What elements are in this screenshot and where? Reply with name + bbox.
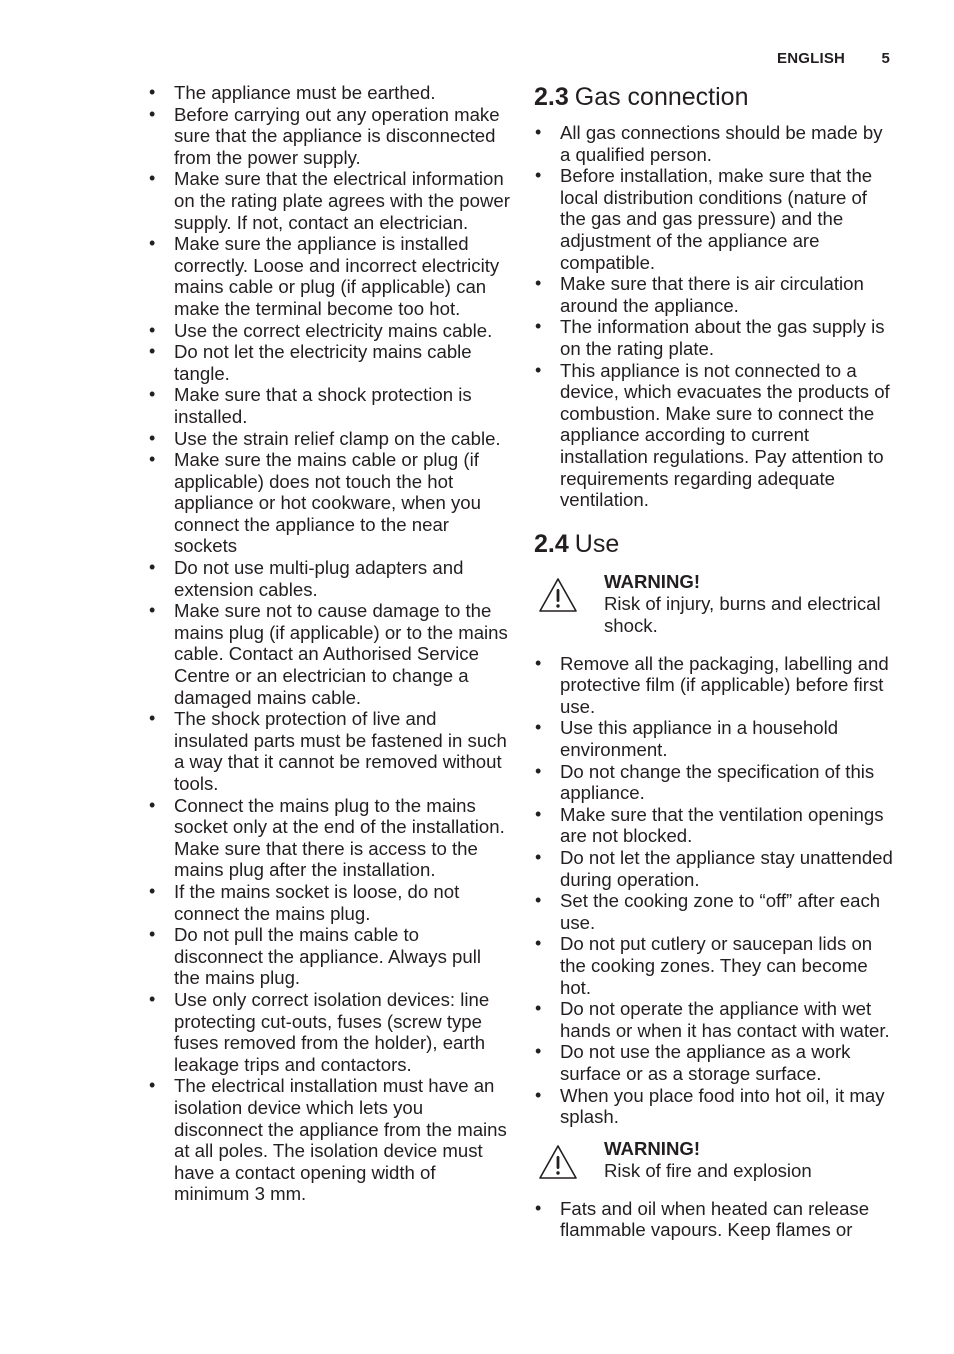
warning-box xyxy=(534,571,896,637)
list-item: • Before carrying out any operation make sure that the appliance is disconnected from the power supply. xyxy=(148,104,510,169)
list-item: • Use this appliance in a household environment. xyxy=(534,717,896,760)
list-item: • Do not change the specification of this appliance. xyxy=(534,761,896,804)
section-number: 2.4 xyxy=(534,529,569,558)
use-list xyxy=(534,653,896,1128)
warning-triangle-icon xyxy=(538,1144,578,1180)
list-item: • Set the cooking zone to “off” after each use. xyxy=(534,890,896,933)
list-item: • Make sure the appliance is installed correctly. Loose and incorrect electricity mains cable or plug (if applicable) can make the terminal become too hot. xyxy=(148,233,510,319)
list-item: • Make sure that the ventilation openings are not blocked. xyxy=(534,804,896,847)
list-item: • Do not use the appliance as a work surface or as a storage surface. xyxy=(534,1041,896,1084)
list-item: • Do not use multi-plug adapters and extension cables. xyxy=(148,557,510,600)
warning-text: Risk of fire and explosion xyxy=(604,1159,812,1181)
gas-connection-list xyxy=(534,122,896,511)
list-item: • Do not operate the appliance with wet hands or when it has contact with water. xyxy=(534,998,896,1041)
warning-box xyxy=(534,1138,896,1182)
left-column xyxy=(148,82,510,1205)
list-item: • Make sure that the electrical information on the rating plate agrees with the power supply. If not, contact an electrician. xyxy=(148,168,510,233)
list-item: • Remove all the packaging, labelling and protective film (if applicable) before first use. xyxy=(534,653,896,718)
safety-list-electrical xyxy=(148,82,510,1205)
list-item: • Do not put cutlery or saucepan lids on the cooking zones. They can become hot. xyxy=(534,933,896,998)
section-number: 2.3 xyxy=(534,83,569,111)
list-item: • Connect the mains plug to the mains socket only at the end of the installation. Make sure that there is access to the mains plug after the installation. xyxy=(148,795,510,881)
list-item: • Do not let the appliance stay unattended during operation. xyxy=(534,847,896,890)
warning-title: WARNING! xyxy=(604,570,701,592)
list-item: • When you place food into hot oil, it may splash. xyxy=(534,1085,896,1128)
right-column xyxy=(534,82,896,1241)
list-item: • The appliance must be earthed. xyxy=(148,82,510,104)
list-item: • The shock protection of live and insulated parts must be fastened in such a way that it cannot be removed without tools. xyxy=(148,708,510,794)
list-item: • Fats and oil when heated can release flammable vapours. Keep flames or xyxy=(534,1198,896,1241)
fire-safety-list xyxy=(534,1198,896,1241)
list-item: • Make sure that there is air circulation around the appliance. xyxy=(534,273,896,316)
page-number: 5 xyxy=(881,50,890,67)
list-item: • The electrical installation must have an isolation device which lets you disconnect the appliance from the mains at all poles. The isolation device must have a contact opening width of minimum 3 mm. xyxy=(148,1075,510,1205)
list-item: • This appliance is not connected to a device, which evacuates the products of combustion. Make sure to connect the appliance according to current installation regulations. Pay attention to requirements regarding adequate ventilation. xyxy=(534,360,896,511)
list-item: • Use only correct isolation devices: line protecting cut-outs, fuses (screw type fuses removed from the holder), earth leakage trips and contactors. xyxy=(148,989,510,1075)
list-item: • Use the strain relief clamp on the cable. xyxy=(148,428,510,450)
section-heading-use xyxy=(534,529,896,559)
list-item: • Do not let the electricity mains cable tangle. xyxy=(148,341,510,384)
list-item: • Before installation, make sure that the local distribution conditions (nature of the gas and gas pressure) and the adjustment of the appliance are compatible. xyxy=(534,165,896,273)
language-label: ENGLISH xyxy=(777,50,846,67)
list-item: • Do not pull the mains cable to disconnect the appliance. Always pull the mains plug. xyxy=(148,924,510,989)
warning-title: WARNING! xyxy=(604,1137,701,1159)
section-title: Use xyxy=(574,529,620,558)
list-item: • All gas connections should be made by a qualified person. xyxy=(534,122,896,165)
warning-triangle-icon xyxy=(538,577,578,613)
list-item: • Make sure the mains cable or plug (if applicable) does not touch the hot appliance or hot cookware, when you connect the appliance to the near sockets xyxy=(148,449,510,557)
list-item: • Make sure not to cause damage to the mains plug (if applicable) or to the mains cable. Contact an Authorised Service Centre or an electrician to change a damaged mains cable. xyxy=(148,600,510,708)
page-header xyxy=(777,50,890,67)
list-item: • Make sure that a shock protection is installed. xyxy=(148,384,510,427)
warning-text: Risk of injury, burns and electrical shock. xyxy=(604,592,881,636)
list-item: • If the mains socket is loose, do not connect the mains plug. xyxy=(148,881,510,924)
section-title: Gas connection xyxy=(574,83,749,111)
section-heading-gas xyxy=(534,82,896,112)
list-item: • The information about the gas supply is on the rating plate. xyxy=(534,316,896,359)
list-item: • Use the correct electricity mains cable. xyxy=(148,320,510,342)
